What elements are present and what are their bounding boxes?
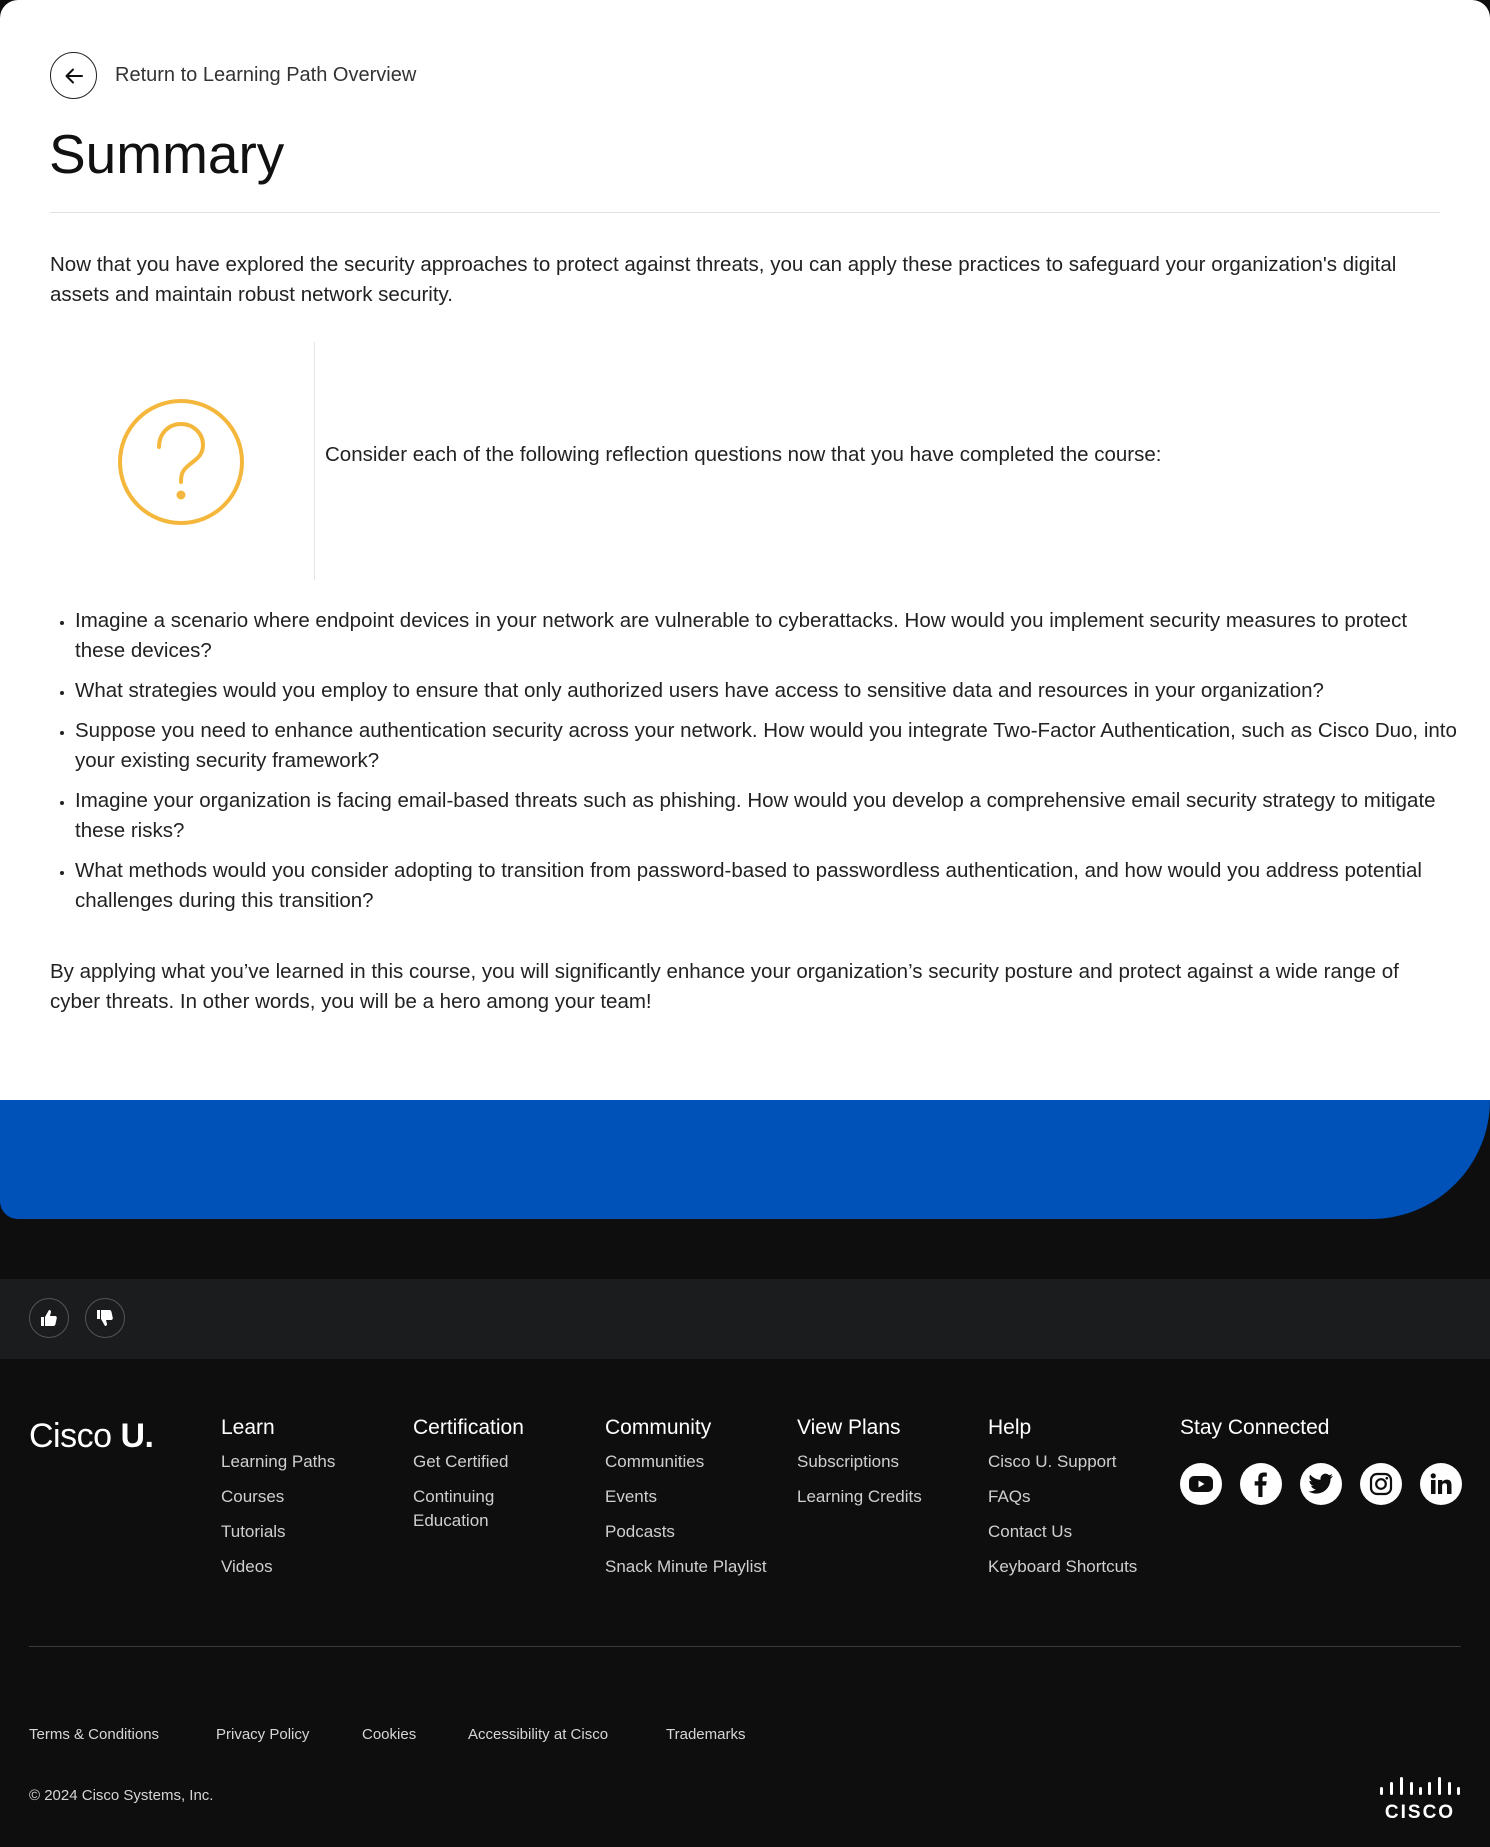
list-item: • What methods would you consider adopting to transition from password-based to passwordless authentication, and how would you address potential challenges during this transition?: [75, 856, 1460, 916]
footer-heading: Stay Connected: [1180, 1416, 1330, 1439]
twitter-icon[interactable]: [1300, 1463, 1342, 1505]
trademarks-link[interactable]: Trademarks: [666, 1726, 746, 1743]
copyright: © 2024 Cisco Systems, Inc.: [29, 1787, 214, 1804]
reflection-prompt: Consider each of the following reflection questions now that you have completed the course:: [325, 443, 1162, 466]
footer-link[interactable]: Events: [605, 1487, 657, 1506]
back-link[interactable]: [50, 52, 416, 99]
footer-heading: Certification: [413, 1416, 524, 1439]
terms-link[interactable]: Terms & Conditions: [29, 1726, 160, 1743]
cisco-logo-icon: [1378, 1777, 1462, 1828]
thumbs-down-icon: [95, 1308, 115, 1328]
footer-heading: Learn: [221, 1416, 275, 1439]
footer-link[interactable]: Get Certified: [413, 1452, 509, 1471]
like-button[interactable]: [29, 1298, 69, 1338]
footer-column-certification: [413, 1416, 533, 1544]
list-item: • What strategies would you employ to ensure that only authorized users have access to sensitive data and resources in your organization?: [75, 676, 1460, 706]
privacy-link[interactable]: Privacy Policy: [216, 1726, 310, 1743]
accessibility-link[interactable]: Accessibility at Cisco: [468, 1726, 609, 1743]
footer-heading: View Plans: [797, 1416, 901, 1439]
footer-column-stay-connected: [1180, 1416, 1329, 1450]
back-button[interactable]: [50, 52, 97, 99]
list-item: • Suppose you need to enhance authentication security across your network. How would you integrate Two-Factor Authentication, such as Cisco Duo, into your existing security framework?: [75, 716, 1460, 776]
youtube-icon[interactable]: [1180, 1463, 1222, 1505]
footer-link[interactable]: Cisco U. Support: [988, 1452, 1117, 1471]
footer-link[interactable]: Continuing Education: [413, 1487, 495, 1530]
footer-link[interactable]: Keyboard Shortcuts: [988, 1557, 1138, 1576]
title-divider: [50, 212, 1440, 213]
footer-link[interactable]: Courses: [221, 1487, 285, 1506]
intro-paragraph: Now that you have explored the security approaches to protect against threats, you can apply these practices to safeguard your organization's digital assets and maintain robust network security.: [50, 253, 1397, 306]
reflection-callout: [50, 342, 1440, 580]
footer-link[interactable]: Podcasts: [605, 1522, 675, 1541]
logo-bold: U.: [120, 1417, 154, 1455]
footer-link[interactable]: Subscriptions: [797, 1452, 900, 1471]
footer-column-view-plans: [797, 1416, 922, 1520]
linkedin-icon[interactable]: [1420, 1463, 1462, 1505]
footer-heading: Community: [605, 1416, 712, 1439]
dislike-button[interactable]: [85, 1298, 125, 1338]
footer-link[interactable]: Snack Minute Playlist: [605, 1557, 767, 1576]
logo-text: Cisco: [29, 1417, 112, 1455]
social-links: [1180, 1463, 1480, 1505]
arrow-left-icon: [63, 65, 85, 87]
footer-link[interactable]: Communities: [605, 1452, 705, 1471]
svg-text:CISCO: CISCO: [1384, 1802, 1456, 1823]
callout-divider: [314, 342, 315, 580]
footer-column-learn: [221, 1416, 335, 1590]
footer-link[interactable]: Videos: [221, 1557, 273, 1576]
footer-link[interactable]: Tutorials: [221, 1522, 286, 1541]
footer-link[interactable]: Contact Us: [988, 1522, 1073, 1541]
footer-column-help: [988, 1416, 1137, 1590]
cisco-u-logo[interactable]: [29, 1417, 153, 1456]
question-mark-icon: [116, 397, 246, 527]
thumbs-up-icon: [39, 1308, 59, 1328]
page-title: Summary: [49, 123, 285, 185]
footer-link[interactable]: FAQs: [988, 1487, 1031, 1506]
brand-band: [0, 1100, 1490, 1219]
list-item: • Imagine a scenario where endpoint devices in your network are vulnerable to cyberattacks. How would you implement security measures to protect these devices?: [75, 606, 1460, 666]
footer-link[interactable]: Learning Credits: [797, 1487, 922, 1506]
footer-column-community: [605, 1416, 767, 1590]
footer-link[interactable]: Learning Paths: [221, 1452, 336, 1471]
feedback-bar: [0, 1279, 1490, 1359]
footer: [0, 1359, 1490, 1847]
facebook-icon[interactable]: [1240, 1463, 1282, 1505]
closing-paragraph: By applying what you’ve learned in this course, you will significantly enhance your organization’s security posture and protect against a wide range of cyber threats. In other words, you will be a hero among your team!: [50, 960, 1399, 1013]
footer-heading: Help: [988, 1416, 1032, 1439]
back-link-label[interactable]: Return to Learning Path Overview: [115, 64, 417, 86]
instagram-icon[interactable]: [1360, 1463, 1402, 1505]
footer-divider: [29, 1646, 1461, 1647]
cookies-link[interactable]: Cookies: [362, 1726, 417, 1743]
list-item: • Imagine your organization is facing email-based threats such as phishing. How would you develop a comprehensive email security strategy to mitigate these risks?: [75, 786, 1460, 846]
reflection-questions: [50, 606, 1460, 926]
